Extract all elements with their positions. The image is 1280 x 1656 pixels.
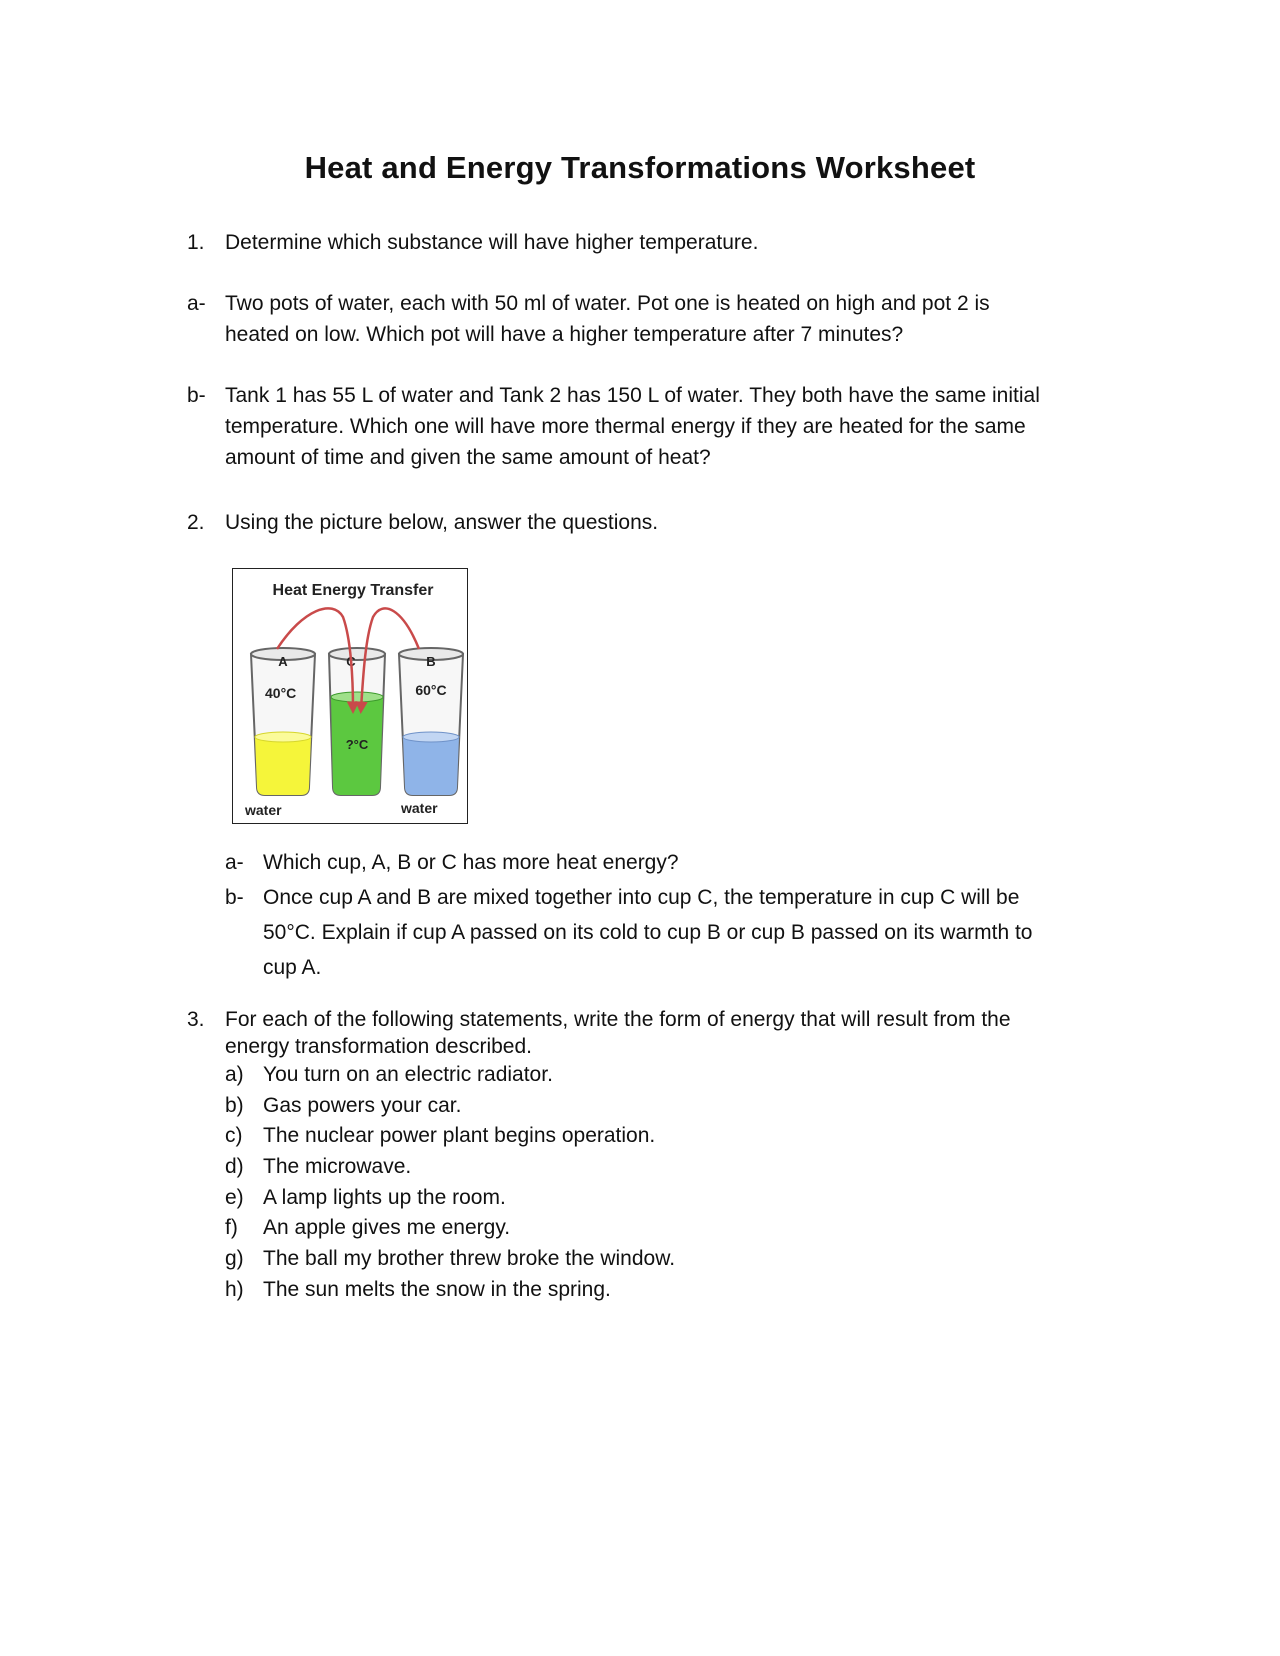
q1b-label: b- bbox=[187, 384, 206, 407]
q1a-line-1: Two pots of water, each with 50 ml of water. Pot one is heated on high and pot 2 is bbox=[225, 292, 990, 315]
q1a-label: a- bbox=[187, 292, 206, 315]
q1a-line-2: heated on low. Which pot will have a higher temperature after 7 minutes? bbox=[225, 323, 904, 346]
list-item-text: The microwave. bbox=[263, 1155, 412, 1179]
list-item-text: The nuclear power plant begins operation. bbox=[263, 1124, 656, 1148]
list-item-label: b) bbox=[225, 1093, 244, 1117]
left-caption: water bbox=[245, 802, 282, 818]
cup-b-label: B bbox=[426, 654, 436, 669]
q2b-line-3: cup A. bbox=[263, 956, 322, 979]
q2a-text: Which cup, A, B or C has more heat energy? bbox=[263, 851, 679, 874]
cup-a-temp: 40°C bbox=[265, 685, 297, 701]
list-item-text: The ball my brother threw broke the window. bbox=[263, 1247, 676, 1271]
figure-title: Heat Energy Transfer bbox=[272, 582, 434, 599]
list-item-text: You turn on an electric radiator. bbox=[263, 1063, 553, 1086]
list-item-label: g) bbox=[225, 1247, 244, 1271]
cup-b-temp: 60°C bbox=[415, 682, 447, 698]
list-item-label: a) bbox=[225, 1063, 244, 1086]
list-item-label: f) bbox=[225, 1216, 238, 1240]
q1b-line-1: Tank 1 has 55 L of water and Tank 2 has 150 L of water. They both have the same initial bbox=[225, 384, 1040, 407]
q3-number: 3. bbox=[187, 1008, 205, 1031]
q1-text: Determine which substance will have higher temperature. bbox=[225, 231, 759, 254]
q2b-line-1: Once cup A and B are mixed together into cup C, the temperature in cup C will be bbox=[263, 886, 1020, 909]
q2b-label: b- bbox=[225, 886, 244, 909]
cup-c bbox=[329, 648, 385, 795]
cup-b-water bbox=[403, 737, 459, 795]
heat-transfer-figure bbox=[232, 568, 468, 824]
q2b-line-2: 50°C. Explain if cup A passed on its cold to cup B or cup B passed on its warmth to bbox=[263, 921, 1033, 944]
list-item-text: A lamp lights up the room. bbox=[263, 1185, 506, 1209]
q2a-label: a- bbox=[225, 851, 244, 874]
q2-text: Using the picture below, answer the questions. bbox=[225, 511, 659, 534]
list-item-text: Gas powers your car. bbox=[263, 1093, 462, 1117]
cup-a-label: A bbox=[278, 654, 288, 669]
cup-c-temp: ?°C bbox=[345, 737, 369, 752]
q2-number: 2. bbox=[187, 511, 205, 534]
q1b-line-2: temperature. Which one will have more thermal energy if they are heated for the same bbox=[225, 415, 1026, 438]
q1-number: 1. bbox=[187, 231, 205, 254]
cup-c-label: C bbox=[346, 654, 356, 669]
heat-transfer-diagram bbox=[233, 569, 469, 825]
list-item-text: An apple gives me energy. bbox=[263, 1216, 511, 1240]
q3-line-1: For each of the following statements, write the form of energy that will result from the bbox=[225, 1008, 1011, 1031]
list-item-label: e) bbox=[225, 1185, 244, 1209]
q3-line-2: energy transformation described. bbox=[225, 1035, 532, 1058]
cup-a-water bbox=[255, 737, 311, 795]
list-item-text: The sun melts the snow in the spring. bbox=[263, 1277, 611, 1301]
page-title: Heat and Energy Transformations Worksheet bbox=[304, 150, 976, 185]
cup-b bbox=[399, 648, 463, 795]
q1b-line-3: amount of time and given the same amount of heat? bbox=[225, 446, 711, 469]
list-item-label: d) bbox=[225, 1155, 244, 1179]
list-item-label: h) bbox=[225, 1277, 244, 1301]
cup-a bbox=[251, 648, 315, 795]
right-caption: water bbox=[401, 800, 438, 816]
list-item-label: c) bbox=[225, 1124, 243, 1148]
